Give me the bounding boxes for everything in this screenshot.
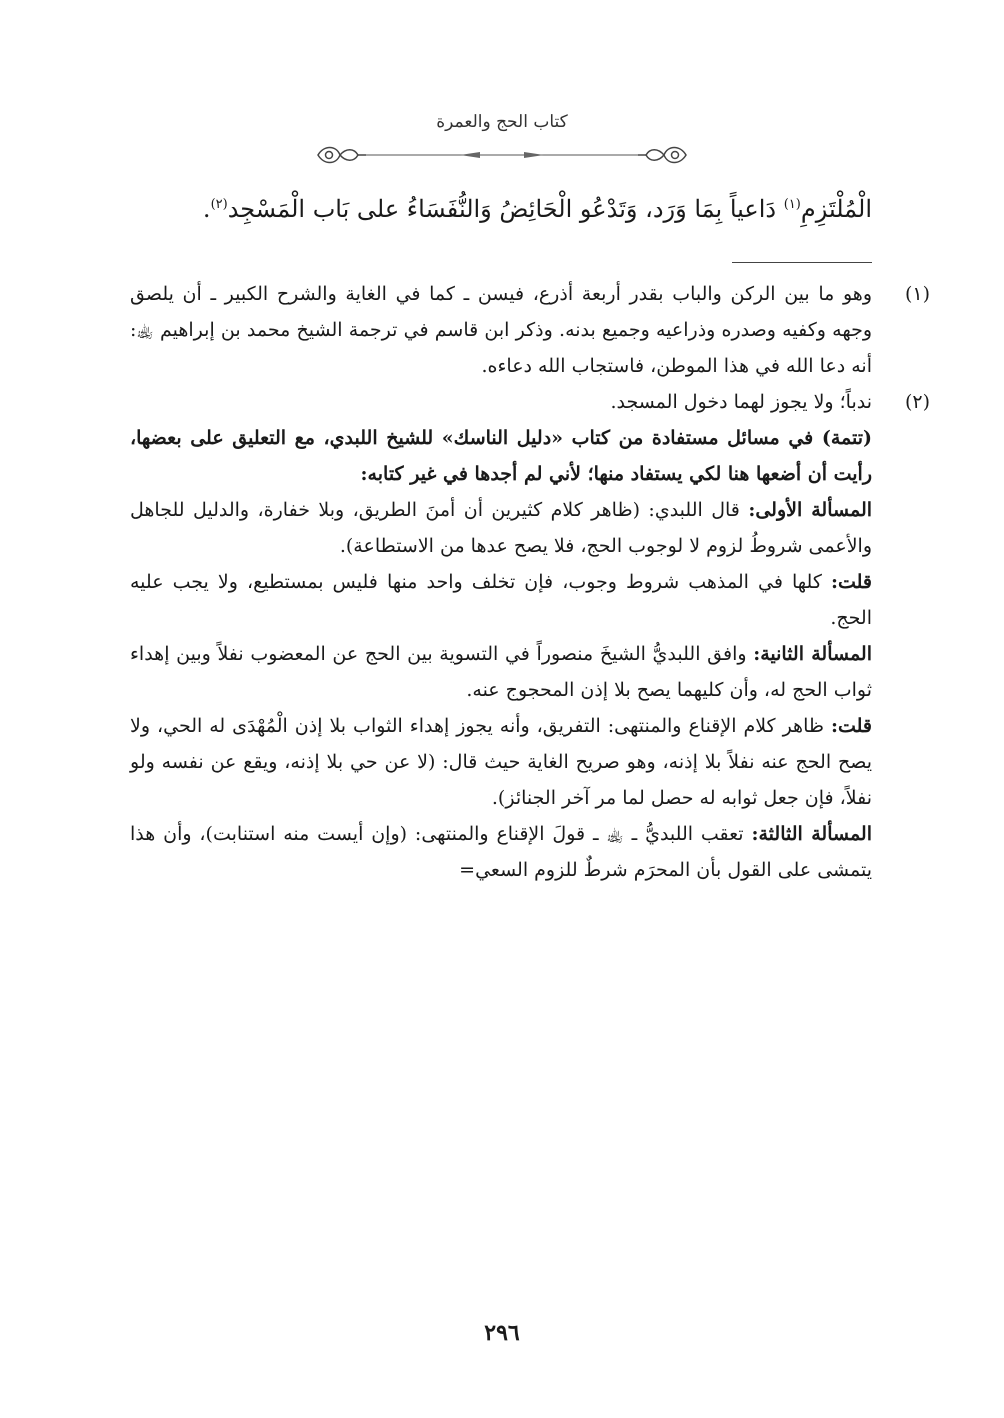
issue-label: المسألة الأولى:	[748, 499, 873, 521]
comment-label: قلت:	[830, 571, 872, 593]
footnotes-section	[130, 276, 930, 888]
footnote-ref-2[interactable]: (٢)	[210, 197, 228, 212]
issue-label: المسألة الثانية:	[753, 643, 873, 665]
comment-2-paragraph	[130, 708, 872, 816]
issue-label: المسألة الثالثة:	[751, 823, 872, 845]
footnote-number: (٢)	[904, 391, 930, 413]
footnote-ref-1[interactable]: (١)	[783, 197, 801, 212]
comment-text: كلها في المذهب شروط وجوب، فإن تخلف واحد منها فليس بمستطيع، ولا يجب عليه الحج.	[130, 571, 872, 629]
issue-text: قال اللبدي: (ظاهر كلام كثيرين أن أمنَ الطريق، وبلا خفارة، والدليل للجاهل والأعمى شروطُ لزوم لا لوجوب الحج، فلا يصح عدها من الاستطاعة).	[130, 499, 872, 557]
tatimma-paragraph: (تتمة) في مسائل مستفادة من كتاب «دليل الناسك» للشيخ اللبدي، مع التعليق على بعضها، رأيت أن أضعها هنا لكي يستفاد منها؛ لأني لم أجدها في غير كتابه:	[130, 427, 872, 485]
ornament-divider-icon	[310, 140, 694, 170]
footnote-2	[130, 384, 930, 420]
issue-2-paragraph	[130, 636, 872, 708]
footnote-1	[130, 276, 930, 384]
issue-3-paragraph	[130, 816, 872, 888]
main-text-part: دَاعياً بِمَا وَرَد، وَتَدْعُو الْحَائِضُ وَالنُّفَسَاءُ على بَاب الْمَسْجِد	[227, 195, 784, 223]
issue-text: وافق اللبديُّ الشيخَ منصوراً في التسوية بين الحج عن المعضوب نفلاً وبين إهداء ثواب الحج له، وأن كليهما يصح بلا إذن المحجوج عنه.	[130, 643, 872, 701]
issue-text: تعقب اللبديُّ ـ ﵀ ـ قولَ الإقناع والمنتهى: (وإن أيست منه استنابت)، وأن هذا يتمشى على القول بأن المحرَم شرطٌ للزوم السعي=	[130, 823, 872, 881]
comment-label: قلت:	[830, 715, 872, 737]
running-title: كتاب الحج والعمرة	[436, 112, 568, 132]
footnote-separator	[732, 262, 872, 263]
main-text-line	[132, 195, 872, 223]
footnote-text: وهو ما بين الركن والباب بقدر أربعة أذرع، فيسن ـ كما في الغاية والشرح الكبير ـ أن يلصق وجهه وكفيه وصدره وذراعيه وجميع بدنه. وذكر ابن قاسم في ترجمة الشيخ محمد بن إبراهيم ﵀: أنه دعا الله في هذا الموطن، فاستجاب الله دعاءه.	[130, 283, 872, 377]
footnote-number: (١)	[904, 283, 930, 305]
footnote-text: ندباً؛ ولا يجوز لهما دخول المسجد.	[610, 391, 872, 413]
issue-1-paragraph	[130, 492, 872, 564]
page-number: ٢٩٦	[484, 1320, 520, 1346]
comment-text: ظاهر كلام الإقناع والمنتهى: التفريق، وأنه يجوز إهداء الثواب بلا إذن الْمُهْدَى له الحي، ولا يصح الحج عنه نفلاً بلا إذنه، وهو صريح الغاية حيث قال: (لا عن حي بلا إذنه، ويقع عن نفسه ولو نفلاً، فإن جعل ثوابه له حصل لما مر آخر الجنائز).	[130, 715, 872, 809]
main-text-part: الْمُلْتَزِمِ	[800, 195, 872, 223]
comment-1-paragraph	[130, 564, 872, 636]
page-header	[0, 112, 1004, 172]
main-text-part: .	[202, 195, 211, 223]
